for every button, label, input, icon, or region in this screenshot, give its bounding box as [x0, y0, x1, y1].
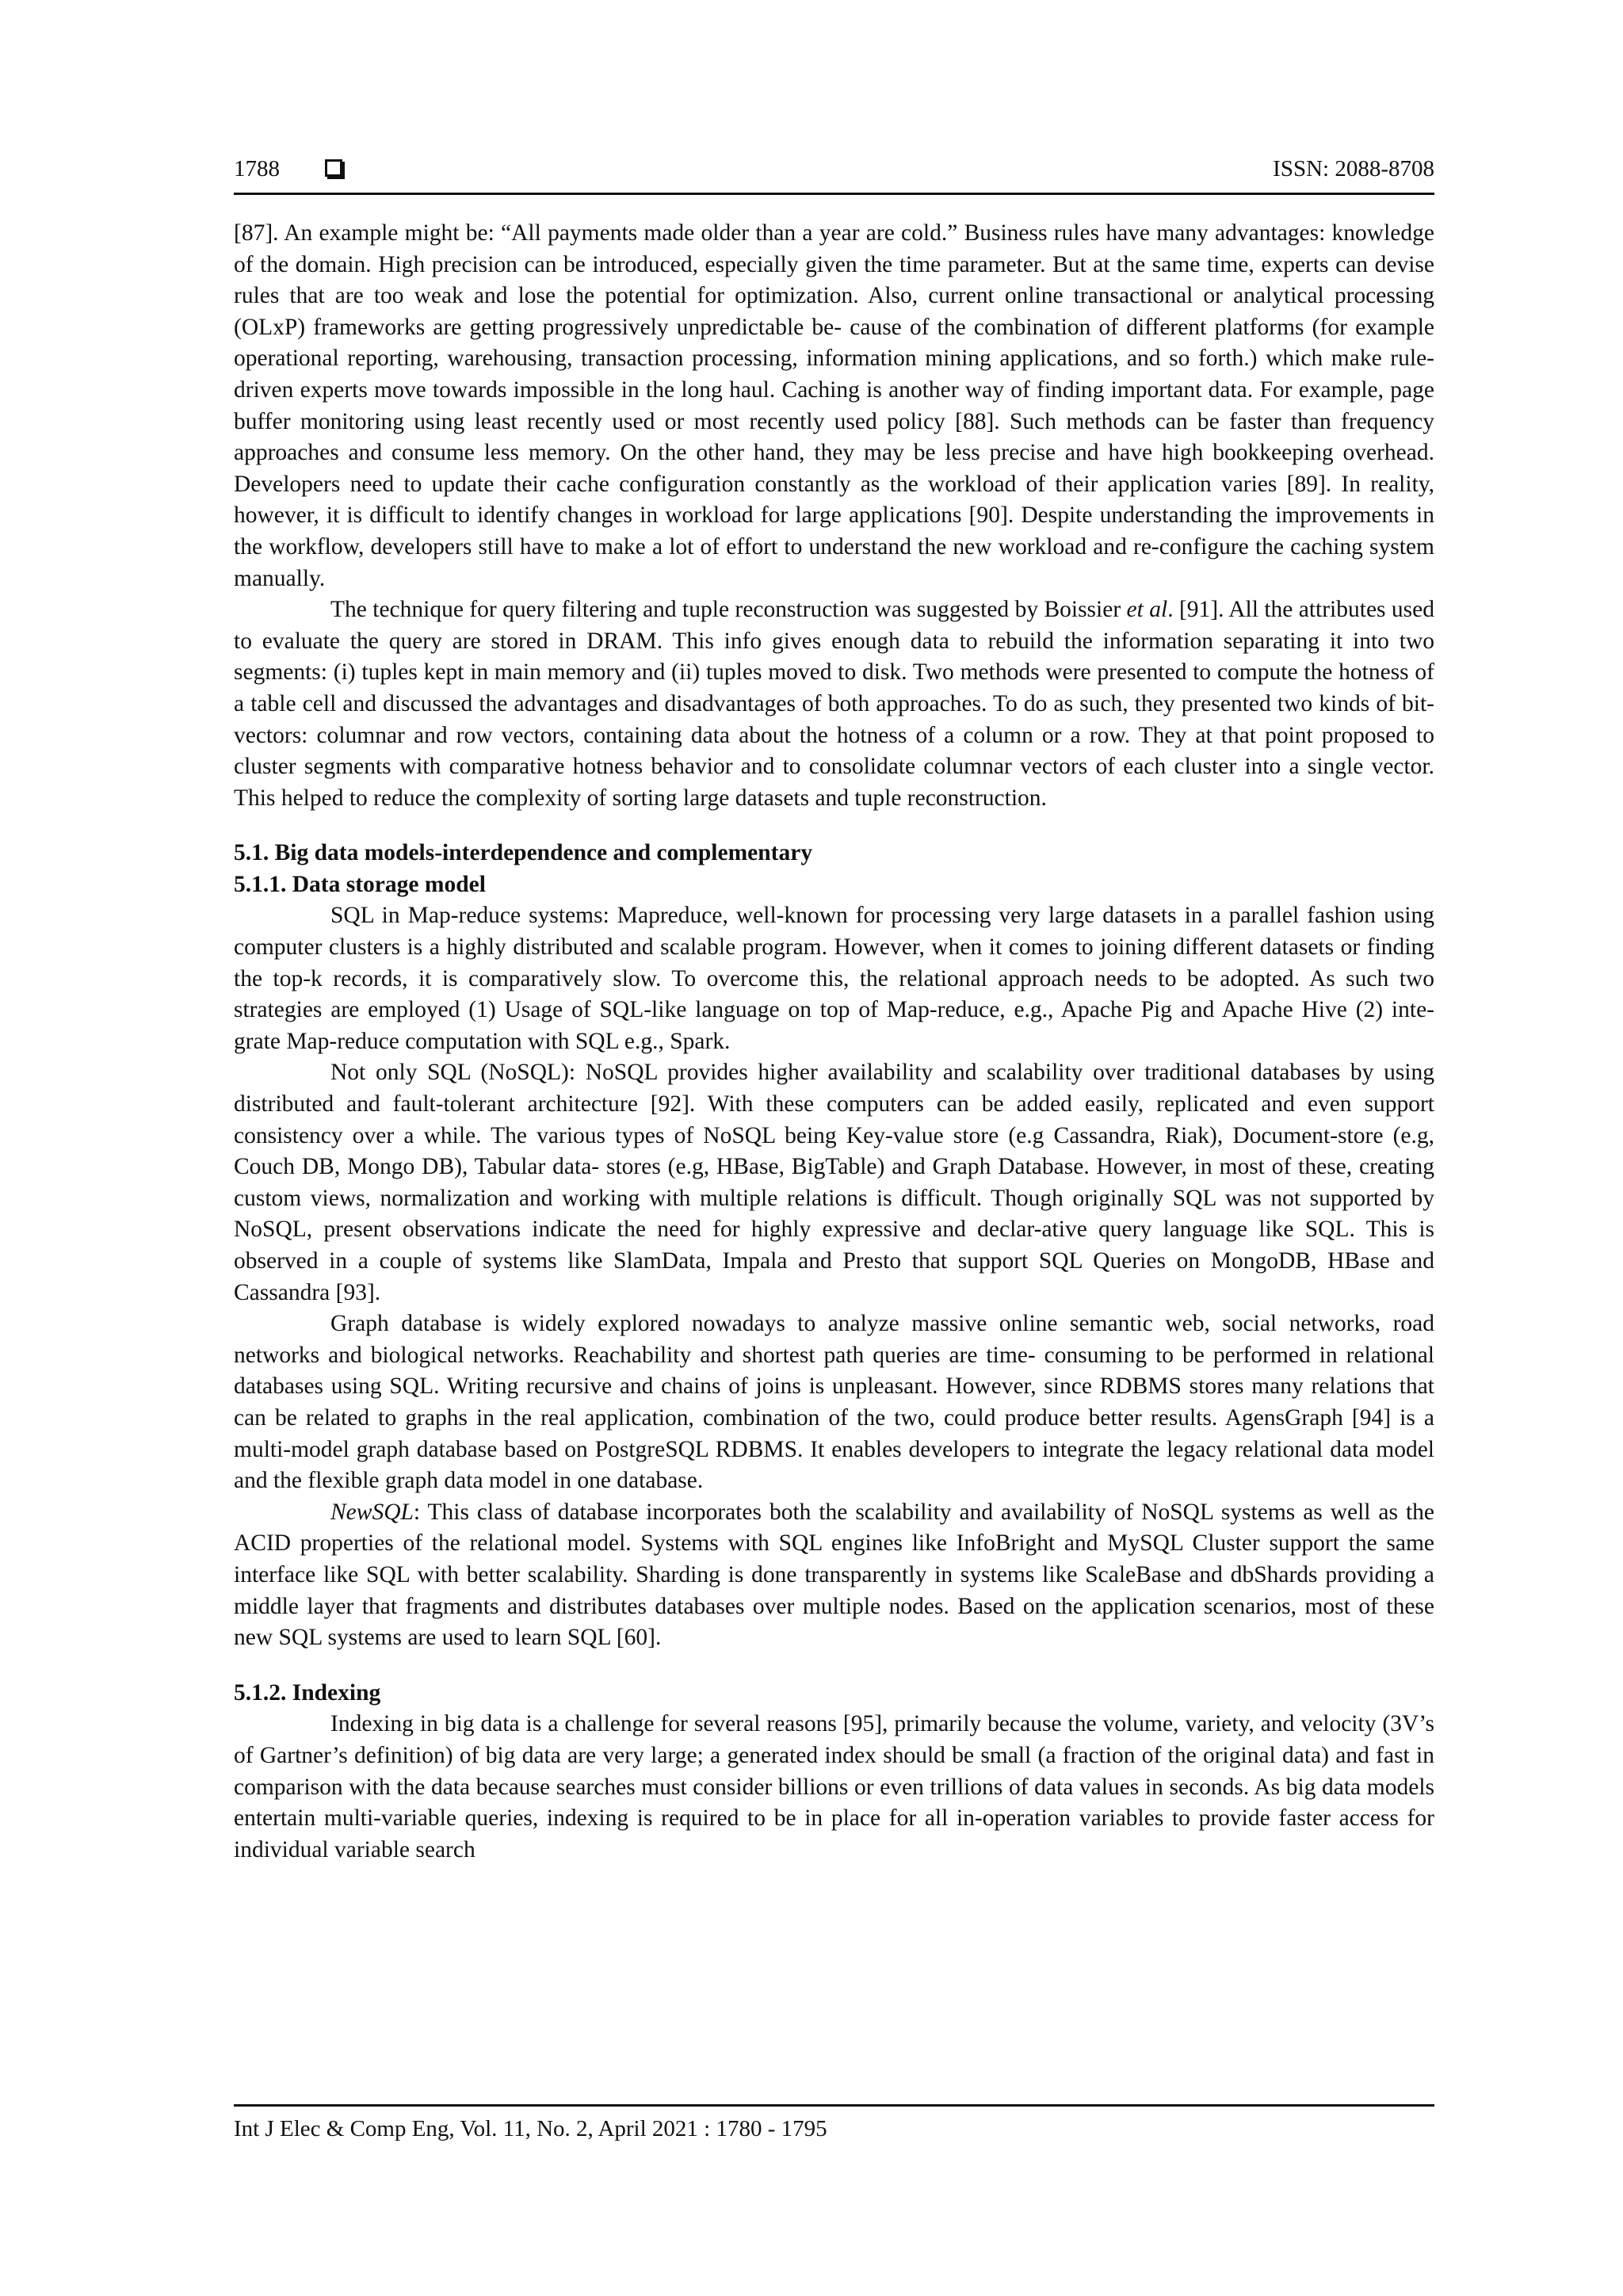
paragraph-indexing: Indexing in big data is a challenge for several reasons [95], primarily because the volume, variety, and velocity (3V’s of Gartner’s definition) of big data are very large; a generated index should be small (a fraction of the original data) and fast in comparison with the data because searches must consider billions or even trillions of data values in seconds. As big data models entertain multi-variable queries, indexing is required to be in place for all in-operation variables to provide faster access for individual variable search — [234, 1711, 1434, 1862]
page-header — [234, 155, 1434, 195]
journal-page — [234, 0, 1434, 2296]
paragraph-newsql — [234, 1497, 1434, 1654]
paragraph-nosql: Not only SQL (NoSQL): NoSQL provides higher availability and scalability over traditional databases by using distributed and fault-tolerant architecture [92]. With these computers can be added easily, replicated and even support consistency over a while. The various types of NoSQL being Key-value store (e.g Cassandra, Riak), Document-store (e.g, Couch DB, Mongo DB), Tabular data- stores (e.g, HBase, BigTable) and Graph Database. However, in most of these, creating custom views, normalization and working with multiple relations is difficult. Though originally SQL was not supported by NoSQL, present observations indicate the need for highly expressive and declar-ative query language like SQL. This is observed in a couple of systems like SlamData, Impala and Presto that support SQL Queries on MongoDB, HBase and Cassandra [93]. — [234, 1060, 1434, 1305]
paragraph-text: : This class of database incorporates both the scalability and availability of NoSQL systems as well as the ACID properties of the relational model. Systems with SQL engines like InfoBright and MySQL Cluster support the same interface like SQL with better scalability. Sharding is done transparently in systems like ScaleBase and dbShards providing a middle layer that fragments and distributes databases over multiple nodes. Based on the application scenarios, most of these new SQL systems are used to learn SQL [60]. — [234, 1499, 1434, 1651]
journal-citation: Int J Elec & Comp Eng, Vol. 11, No. 2, April 2021 : 1780 - 1795 — [234, 2116, 827, 2141]
paragraph-text: The technique for query filtering and tuple reconstruction was suggested by Boissier — [330, 597, 1127, 623]
paragraph-query-filtering — [234, 594, 1434, 814]
square-bullet-icon — [325, 159, 342, 177]
paragraph-graph-database: Graph database is widely explored nowadays to analyze massive online semantic web, social networks, road networks and biological networks. Reachability and shortest path queries are time- consuming to be performed in relational databases using SQL. Writing recursive and chains of joins is unpleasant. However, since RDBMS stores many relations that can be related to graphs in the real application, combination of the two, could produce better results. AgensGraph [94] is a multi-model graph database based on PostgreSQL RDBMS. It enables developers to integrate the legacy relational data model and the flexible graph data model in one database. — [234, 1311, 1434, 1494]
page-footer — [234, 2104, 1434, 2142]
section-heading-5-1: 5.1. Big data models-interdependence and complementary — [234, 840, 813, 866]
page-number: 1788 — [234, 156, 280, 181]
paragraph-caching: [87]. An example might be: “All payments made older than a year are cold.” Business rules have many advantages: knowledge of the domain. High precision can be introduced, especially given the time parameter. But at the same time, experts can devise rules that are too weak and lose the potential for optimization. Also, current online transactional or analytical processing (OLxP) frameworks are getting progressively unpredictable be- cause of the combination of different platforms (for example operational reporting, warehousing, transaction processing, information mining applications, and so forth.) which make rule-driven experts move towards impossible in the long haul. Caching is another way of finding important data. For example, page buffer monitoring using least recently used or most recently used policy [88]. Such methods can be faster than frequency approaches and consume less memory. On the other hand, they may be less precise and have high bookkeeping overhead. Developers need to update their cache configuration constantly as the workload of their application varies [89]. In reality, however, it is difficult to identify changes in workload for large applications [90]. Despite understanding the improvements in the workflow, developers still have to make a lot of effort to understand the new workload and re-configure the caching system manually. — [234, 220, 1434, 591]
issn-label: ISSN: 2088-8708 — [1273, 156, 1434, 181]
section-heading-5-1-1: 5.1.1. Data storage model — [234, 871, 486, 897]
italic-text: NewSQL — [330, 1499, 414, 1525]
italic-text: et al — [1126, 597, 1168, 623]
article-body — [234, 218, 1434, 1866]
paragraph-text: . [91]. All the attributes used to evaluate the query are stored in DRAM. This info gives enough data to rebuild the information separating it into two segments: (i) tuples kept in main memory and (ii) tuples moved to disk. Two methods were presented to compute the hotness of a table cell and discussed the advantages and disadvantages of both approaches. To do as such, they presented two kinds of bit-vectors: columnar and row vectors, containing data about the hotness of a column or a row. They at that point proposed to cluster segments with comparative hotness behavior and to consolidate columnar vectors of each cluster into a single vector. This helped to reduce the complexity of sorting large datasets and tuple reconstruction. — [234, 597, 1434, 811]
paragraph-sql-mapreduce: SQL in Map-reduce systems: Mapreduce, well-known for processing very large datasets in a parallel fashion using computer clusters is a highly distributed and scalable program. However, when it comes to joining different datasets or finding the top-k records, it is comparatively slow. To overcome this, the relational approach needs to be adopted. As such two strategies are employed (1) Usage of SQL-like language on top of Map-reduce, e.g., Apache Pig and Apache Hive (2) inte- grate Map-reduce computation with SQL e.g., Spark. — [234, 903, 1434, 1054]
section-heading-5-1-2: 5.1.2. Indexing — [234, 1679, 381, 1706]
